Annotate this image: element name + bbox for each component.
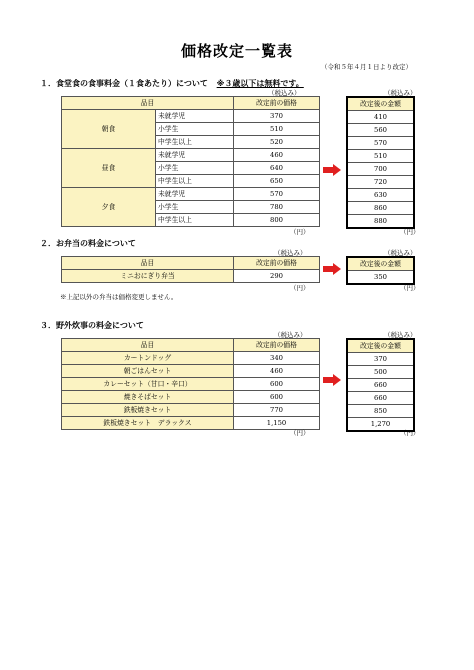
section1-old-price-table [61,96,320,227]
section3-col-new: 改定後の金額 [347,339,414,353]
meal-group-name: 夕食 [62,188,156,227]
section1-unit-new: （円） [400,228,420,236]
new-price: 850 [347,405,414,418]
old-price: 520 [234,136,320,149]
new-price: 410 [347,111,414,124]
section1-tax-old: （税込み） [268,89,301,97]
age-label: 中学生以上 [156,136,234,149]
section3-unit-old: （円） [290,429,310,437]
section1-free-note: ※３歳以下は無料です。 [216,79,304,88]
item-label: カートンドッグ [62,352,234,365]
new-price: 370 [347,353,414,366]
new-price: 860 [347,202,414,215]
new-price: 570 [347,137,414,150]
page-title: 価格改定一覧表 [180,42,293,60]
section3-col-item: 品目 [62,339,234,352]
old-price: 570 [234,188,320,201]
age-label: 小学生 [156,201,234,214]
new-price: 880 [347,215,414,229]
age-label: 小学生 [156,123,234,136]
age-label: 未就学児 [156,188,234,201]
old-price: 650 [234,175,320,188]
old-price: 780 [234,201,320,214]
age-label: 小学生 [156,162,234,175]
section3-tax-old: （税込み） [274,331,307,339]
new-price: 720 [347,176,414,189]
old-price: 600 [234,391,320,404]
section3-old-price-table [61,338,320,430]
old-price: 510 [234,123,320,136]
old-price: 800 [234,214,320,227]
section2-unit-new: （円） [400,284,420,292]
item-label: 鉄板焼きセット デラックス [62,417,234,430]
age-label: 中学生以上 [156,214,234,227]
old-price: 1,150 [234,417,320,430]
section1-new-price-table [346,96,415,229]
section3-unit-new: （円） [400,429,420,437]
item-label: ミニおにぎり弁当 [62,270,234,283]
new-price: 500 [347,366,414,379]
revision-date-note: （令和５年４月１日より改定） [321,63,412,71]
section1-arrow-icon [323,164,341,176]
item-label: 焼きそばセット [62,391,234,404]
section1-col-new: 改定後の金額 [347,97,414,111]
new-price: 630 [347,189,414,202]
old-price: 770 [234,404,320,417]
meal-group-name: 朝食 [62,110,156,149]
new-price: 660 [347,379,414,392]
section3-tax-new: （税込み） [384,331,417,339]
section3-new-price-table [346,338,415,432]
old-price: 290 [234,270,320,283]
new-price: 700 [347,163,414,176]
section1-unit-old: （円） [290,228,310,236]
age-label: 中学生以上 [156,175,234,188]
item-label: 朝ごはんセット [62,365,234,378]
section2-old-price-table [61,256,320,283]
old-price: 460 [234,365,320,378]
section2-new-price-table [346,256,415,285]
new-price: 660 [347,392,414,405]
section1-heading-text: １．食堂食の食事料金（１食あたり）について [40,79,208,88]
new-price: 1,270 [347,418,414,432]
new-price: 510 [347,150,414,163]
section2-col-old: 改定前の価格 [234,257,320,270]
section1-col-old: 改定前の価格 [234,97,320,110]
old-price: 370 [234,110,320,123]
section2-tax-new: （税込み） [384,249,417,257]
old-price: 600 [234,378,320,391]
old-price: 340 [234,352,320,365]
section2-col-new: 改定後の金額 [347,257,414,271]
section3-heading: ３．野外炊事の料金について [40,321,144,330]
age-label: 未就学児 [156,149,234,162]
new-price: 560 [347,124,414,137]
old-price: 460 [234,149,320,162]
section2-unit-old: （円） [290,284,310,292]
section3-arrow-icon [323,374,341,386]
section1-heading [40,78,304,89]
section2-note: ※上記以外の弁当は価格変更しません。 [60,293,178,301]
section1-col-item: 品目 [62,97,234,110]
section1-tax-new: （税込み） [384,89,417,97]
item-label: 鉄板焼きセット [62,404,234,417]
section3-col-old: 改定前の価格 [234,339,320,352]
section2-col-item: 品目 [62,257,234,270]
new-price: 350 [347,271,414,285]
meal-group-name: 昼食 [62,149,156,188]
section2-arrow-icon [323,263,341,275]
section2-tax-old: （税込み） [274,249,307,257]
age-label: 未就学児 [156,110,234,123]
section2-heading: ２．お弁当の料金について [40,239,136,248]
item-label: カレーセット（甘口・辛口） [62,378,234,391]
old-price: 640 [234,162,320,175]
